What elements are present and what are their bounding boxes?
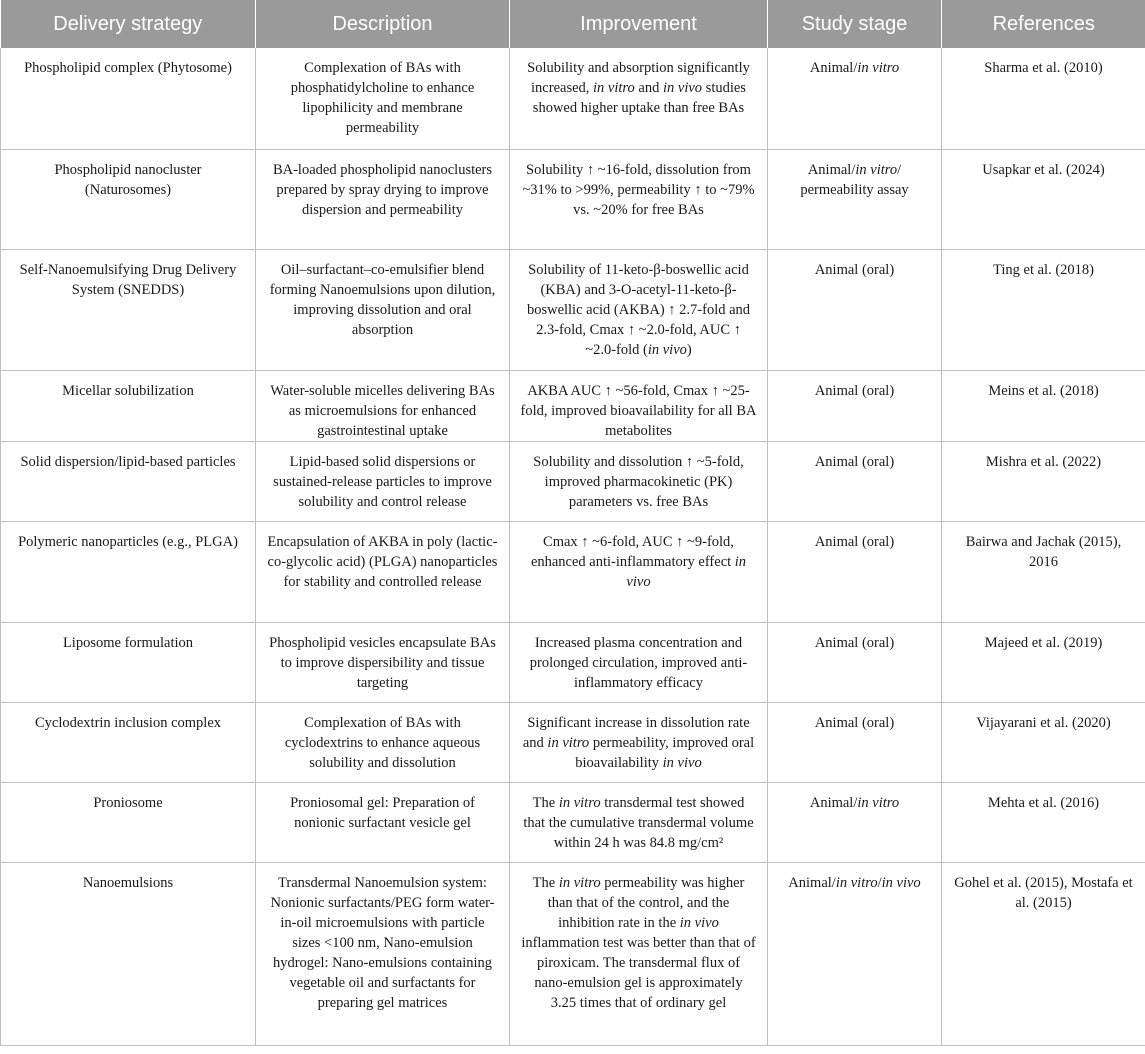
italic-term: in vitro	[593, 80, 635, 96]
italic-term: in vitro	[855, 161, 898, 178]
text-segment: Solubility and dissolution ↑ ~5-fold, improved pharmacokinetic (PK) parameters vs. free BAs	[533, 453, 744, 510]
header-study-stage: Study stage	[768, 0, 942, 48]
cell-strategy: Phospholipid complex (Phytosome)	[1, 48, 256, 149]
italic-term: in vitro	[558, 794, 601, 811]
cell-references: Mishra et al. (2022)	[942, 441, 1145, 521]
italic-term: in vitro	[835, 874, 878, 891]
cell-strategy: Liposome formulation	[1, 622, 256, 702]
cell-study-stage	[768, 249, 942, 370]
text-segment: Significant increase in dissolution rate and	[522, 714, 750, 751]
cell-improvement	[510, 622, 768, 702]
text-segment: The	[532, 794, 559, 811]
cell-description: Water-soluble micelles delivering BAs as microemulsions for enhanced gastrointestinal uptake	[256, 370, 510, 441]
cell-references: Meins et al. (2018)	[942, 370, 1145, 441]
text-segment: transdermal test showed that the cumulative transdermal volume within 24 h was 84.8 mg/cm²	[523, 794, 754, 851]
cell-study-stage	[768, 782, 942, 862]
table-row	[1, 441, 1145, 521]
text-segment: Animal/	[809, 60, 858, 76]
cell-references: Mehta et al. (2016)	[942, 782, 1145, 862]
cell-references: Gohel et al. (2015), Mostafa et al. (2015)	[942, 862, 1145, 1045]
text-segment: Animal (oral)	[814, 453, 895, 470]
cell-improvement	[510, 441, 768, 521]
cell-improvement	[510, 702, 768, 782]
cell-references: Sharma et al. (2010)	[942, 48, 1145, 149]
cell-description: Oil–surfactant–co-emulsifier blend forming Nanoemulsions upon dilution, improving dissolution and oral absorption	[256, 249, 510, 370]
italic-term: in vivo	[662, 754, 702, 771]
text-segment: studies showed higher uptake than free BAs	[532, 80, 746, 116]
cell-strategy: Micellar solubilization	[1, 370, 256, 441]
cell-references: Ting et al. (2018)	[942, 249, 1145, 370]
cell-description: Proniosomal gel: Preparation of nonionic surfactant vesicle gel	[256, 782, 510, 862]
cell-references: Majeed et al. (2019)	[942, 622, 1145, 702]
table-row	[1, 48, 1145, 149]
header-references: References	[942, 0, 1145, 48]
cell-references: Usapkar et al. (2024)	[942, 149, 1145, 249]
text-segment: Animal/	[809, 794, 858, 811]
text-segment: Animal (oral)	[814, 714, 895, 731]
text-segment: AKBA AUC ↑ ~56-fold, Cmax ↑ ~25-fold, improved bioavailability for all BA metabolites	[520, 382, 757, 439]
cell-study-stage	[768, 48, 942, 149]
cell-strategy: Polymeric nanoparticles (e.g., PLGA)	[1, 521, 256, 622]
header-strategy: Delivery strategy	[1, 0, 256, 48]
cell-improvement	[510, 149, 768, 249]
text-segment: /	[877, 874, 882, 891]
italic-term: in vitro	[857, 794, 900, 811]
cell-improvement	[510, 862, 768, 1045]
cell-study-stage	[768, 149, 942, 249]
text-segment: Animal/	[788, 874, 836, 891]
cell-improvement	[510, 370, 768, 441]
text-segment: permeability, improved oral bioavailability	[575, 734, 755, 771]
text-segment: Animal (oral)	[814, 261, 895, 278]
text-segment: The	[532, 874, 559, 891]
text-segment: Cmax ↑ ~6-fold, AUC ↑ ~9-fold, enhanced anti-inflammatory effect	[530, 533, 735, 570]
text-segment: / permeability assay	[800, 161, 909, 198]
cell-improvement	[510, 521, 768, 622]
text-segment: )	[686, 341, 692, 358]
cell-study-stage	[768, 441, 942, 521]
table-row	[1, 862, 1145, 1045]
cell-strategy: Nanoemulsions	[1, 862, 256, 1045]
text-segment: Increased plasma concentration and prolonged circulation, improved anti-inflammatory efficacy	[529, 634, 748, 691]
header-improvement: Improvement	[510, 0, 768, 48]
italic-term: in vivo	[662, 80, 703, 96]
table-row	[1, 782, 1145, 862]
italic-term: in vivo	[626, 553, 747, 590]
cell-references: Bairwa and Jachak (2015), 2016	[942, 521, 1145, 622]
text-segment: Animal (oral)	[814, 634, 895, 651]
cell-study-stage	[768, 702, 942, 782]
italic-term: in vitro	[547, 734, 590, 751]
table-row	[1, 370, 1145, 441]
table-row	[1, 521, 1145, 622]
text-segment: and	[634, 80, 663, 96]
italic-term: in vivo	[881, 874, 921, 891]
cell-strategy: Proniosome	[1, 782, 256, 862]
cell-description: Transdermal Nanoemulsion system: Nonionic surfactants/PEG form water-in-oil microemulsions with particle sizes <100 nm, Nano-emulsion hydrogel: Nano-emulsions containing vegetable oil and surfactants for preparing gel matrices	[256, 862, 510, 1045]
cell-study-stage	[768, 521, 942, 622]
italic-term: in vivo	[647, 341, 687, 358]
table-row	[1, 702, 1145, 782]
text-segment: Animal/	[807, 161, 856, 178]
cell-strategy: Self-Nanoemulsifying Drug Delivery System (SNEDDS)	[1, 249, 256, 370]
cell-strategy: Cyclodextrin inclusion complex	[1, 702, 256, 782]
cell-study-stage	[768, 622, 942, 702]
text-segment: Solubility of 11-keto-β-boswellic acid (KBA) and 3-O-acetyl-11-keto-β-boswellic acid (AKBA) ↑ 2.7-fold and 2.3-fold, Cmax ↑ ~2.0-fold, AUC ↑ ~2.0-fold (	[526, 261, 751, 358]
cell-study-stage	[768, 370, 942, 441]
italic-term: in vitro	[558, 874, 601, 891]
cell-improvement	[510, 249, 768, 370]
table-row	[1, 149, 1145, 249]
cell-description: Complexation of BAs with phosphatidylcholine to enhance lipophilicity and membrane permeability	[256, 48, 510, 149]
text-segment: Solubility and absorption significantly increased,	[527, 60, 750, 96]
cell-strategy: Solid dispersion/lipid-based particles	[1, 441, 256, 521]
cell-improvement	[510, 782, 768, 862]
italic-term: in vitro	[857, 60, 900, 76]
header-row	[1, 0, 1145, 48]
cell-strategy: Phospholipid nanocluster (Naturosomes)	[1, 149, 256, 249]
cell-improvement	[510, 48, 768, 149]
text-segment: inflammation test was better than that of piroxicam. The transdermal flux of nano-emulsion gel is approximately 3.25 times that of ordinary gel	[521, 934, 756, 1011]
cell-description: Encapsulation of AKBA in poly (lactic-co-glycolic acid) (PLGA) nanoparticles for stability and controlled release	[256, 521, 510, 622]
cell-description: BA-loaded phospholipid nanoclusters prepared by spray drying to improve dispersion and permeability	[256, 149, 510, 249]
text-segment: Animal (oral)	[814, 382, 895, 399]
cell-description: Lipid-based solid dispersions or sustained-release particles to improve solubility and control release	[256, 441, 510, 521]
text-segment: Solubility ↑ ~16-fold, dissolution from ~31% to >99%, permeability ↑ to ~79% vs. ~20% for free BAs	[522, 161, 755, 218]
cell-description: Complexation of BAs with cyclodextrins to enhance aqueous solubility and dissolution	[256, 702, 510, 782]
italic-term: in vivo	[679, 914, 719, 931]
text-segment: permeability was higher than that of the control, and the inhibition rate in the	[547, 874, 745, 931]
cell-references: Vijayarani et al. (2020)	[942, 702, 1145, 782]
text-segment: Animal (oral)	[814, 533, 895, 550]
cell-description: Phospholipid vesicles encapsulate BAs to improve dispersibility and tissue targeting	[256, 622, 510, 702]
cell-study-stage	[768, 862, 942, 1045]
table-row	[1, 622, 1145, 702]
header-description: Description	[256, 0, 510, 48]
table-row	[1, 249, 1145, 370]
